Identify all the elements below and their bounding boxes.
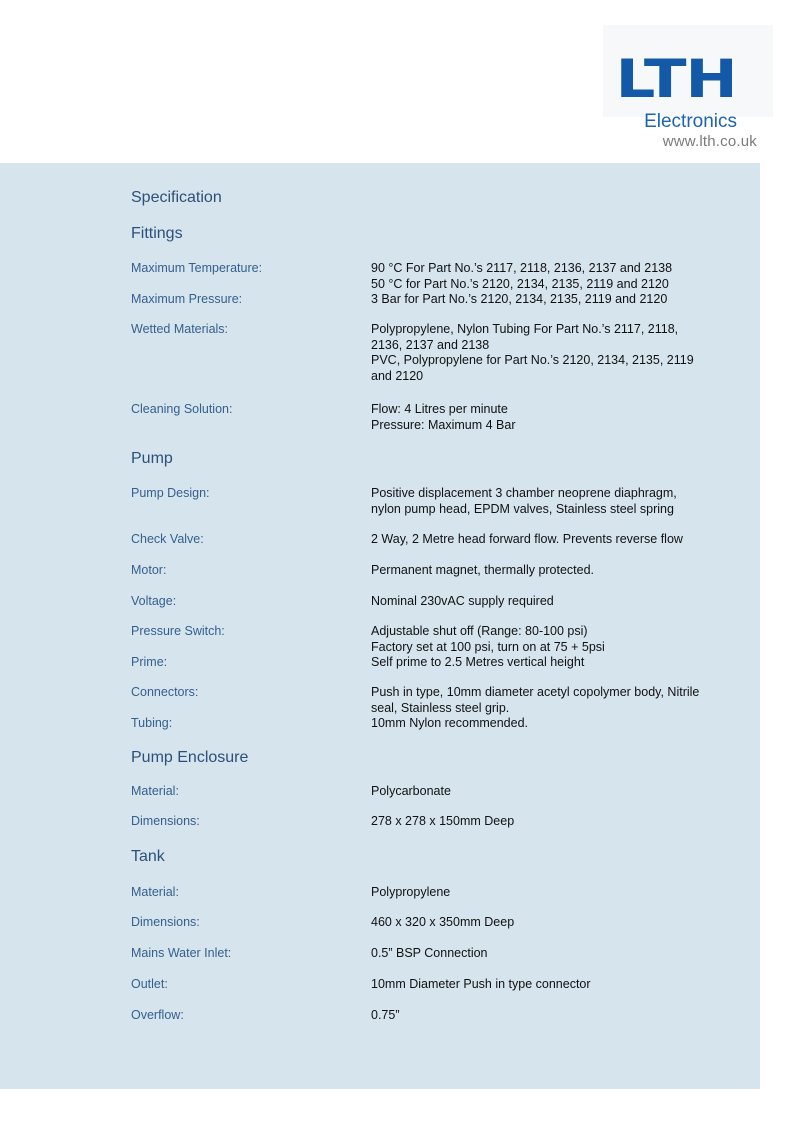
value-line: PVC, Polypropylene for Part No.’s 2120, 2134, 2135, 2119 bbox=[371, 353, 694, 367]
label-maximum-pressure: Maximum Pressure: bbox=[131, 292, 243, 306]
value-mains-water-inlet bbox=[371, 946, 488, 962]
company-logo bbox=[603, 25, 773, 132]
label-prime: Prime: bbox=[131, 655, 168, 669]
value-line: 460 x 320 x 350mm Deep bbox=[371, 915, 515, 929]
heading-fittings: Fittings bbox=[131, 225, 183, 242]
value-prime bbox=[371, 655, 584, 671]
value-enclosure-dimensions bbox=[371, 814, 514, 830]
label-connectors: Connectors: bbox=[131, 685, 199, 699]
heading-pump-enclosure: Pump Enclosure bbox=[131, 749, 249, 766]
value-line: Flow: 4 Litres per minute bbox=[371, 402, 508, 416]
logo-subtitle: Electronics bbox=[644, 111, 737, 132]
value-tank-material bbox=[371, 885, 450, 901]
heading-pump: Pump bbox=[131, 450, 173, 467]
value-line: Pressure: Maximum 4 Bar bbox=[371, 417, 516, 432]
value-line: 3 Bar for Part No.’s 2120, 2134, 2135, 2119 and 2120 bbox=[371, 292, 668, 306]
value-line: Nominal 230vAC supply required bbox=[371, 594, 554, 608]
logo-wordmark: LTH bbox=[616, 49, 737, 110]
value-check-valve bbox=[371, 532, 683, 548]
value-line: Push in type, 10mm diameter acetyl copolymer body, Nitrile bbox=[371, 685, 700, 699]
label-mains-water-inlet: Mains Water Inlet: bbox=[131, 946, 232, 960]
value-line: 50 °C for Part No.’s 2120, 2134, 2135, 2119 and 2120 bbox=[371, 276, 669, 291]
value-pump-design bbox=[371, 486, 677, 517]
label-outlet: Outlet: bbox=[131, 977, 168, 991]
value-line: 2136, 2137 and 2138 bbox=[371, 337, 490, 352]
value-outlet bbox=[371, 977, 591, 993]
label-maximum-temperature: Maximum Temperature: bbox=[131, 261, 263, 275]
value-line: Polypropylene bbox=[371, 885, 451, 899]
label-tank-material: Material: bbox=[131, 885, 179, 899]
value-line: Polypropylene, Nylon Tubing For Part No.’s 2117, 2118, bbox=[371, 322, 679, 336]
value-cleaning-solution bbox=[371, 402, 515, 433]
value-line: 10mm Nylon recommended. bbox=[371, 716, 529, 730]
website-url: www.lth.co.uk bbox=[662, 133, 757, 150]
value-pressure-switch bbox=[371, 624, 605, 655]
specification-panel bbox=[0, 163, 760, 1089]
label-pressure-switch: Pressure Switch: bbox=[131, 624, 225, 638]
value-voltage bbox=[371, 594, 554, 610]
value-line: 10mm Diameter Push in type connector bbox=[371, 977, 591, 991]
label-cleaning-solution: Cleaning Solution: bbox=[131, 402, 233, 416]
label-tank-dimensions: Dimensions: bbox=[131, 915, 200, 929]
value-maximum-pressure bbox=[371, 292, 667, 308]
value-line: 90 °C For Part No.’s 2117, 2118, 2136, 2137 and 2138 bbox=[371, 261, 673, 275]
heading-specification: Specification bbox=[131, 189, 222, 206]
label-overflow: Overflow: bbox=[131, 1008, 184, 1022]
label-tubing: Tubing: bbox=[131, 716, 173, 730]
value-line: Self prime to 2.5 Metres vertical height bbox=[371, 655, 585, 669]
value-overflow bbox=[371, 1008, 400, 1024]
value-line: Permanent magnet, thermally protected. bbox=[371, 563, 595, 577]
value-line: 0.5” BSP Connection bbox=[371, 946, 488, 960]
value-line: Positive displacement 3 chamber neoprene diaphragm, bbox=[371, 486, 677, 500]
value-line: 2 Way, 2 Metre head forward flow. Prevents reverse flow bbox=[371, 532, 683, 546]
value-motor bbox=[371, 563, 594, 579]
value-tubing bbox=[371, 716, 528, 732]
heading-tank: Tank bbox=[131, 848, 165, 865]
label-pump-design: Pump Design: bbox=[131, 486, 210, 500]
value-line: and 2120 bbox=[371, 368, 424, 383]
value-line: Adjustable shut off (Range: 80-100 psi) bbox=[371, 624, 588, 638]
label-motor: Motor: bbox=[131, 563, 167, 577]
value-wetted-materials bbox=[371, 322, 694, 384]
value-maximum-temperature bbox=[371, 261, 672, 292]
value-line: 278 x 278 x 150mm Deep bbox=[371, 814, 515, 828]
label-voltage: Voltage: bbox=[131, 594, 177, 608]
value-enclosure-material bbox=[371, 784, 451, 800]
label-wetted-materials: Wetted Materials: bbox=[131, 322, 229, 336]
value-line: seal, Stainless steel grip. bbox=[371, 700, 510, 715]
label-enclosure-material: Material: bbox=[131, 784, 179, 798]
label-check-valve: Check Valve: bbox=[131, 532, 204, 546]
value-line: nylon pump head, EPDM valves, Stainless steel spring bbox=[371, 501, 674, 516]
value-line: 0.75” bbox=[371, 1008, 400, 1022]
value-connectors bbox=[371, 685, 699, 716]
label-enclosure-dimensions: Dimensions: bbox=[131, 814, 200, 828]
value-line: Polycarbonate bbox=[371, 784, 451, 798]
value-line: Factory set at 100 psi, turn on at 75 + 5psi bbox=[371, 639, 605, 654]
value-tank-dimensions bbox=[371, 915, 514, 931]
